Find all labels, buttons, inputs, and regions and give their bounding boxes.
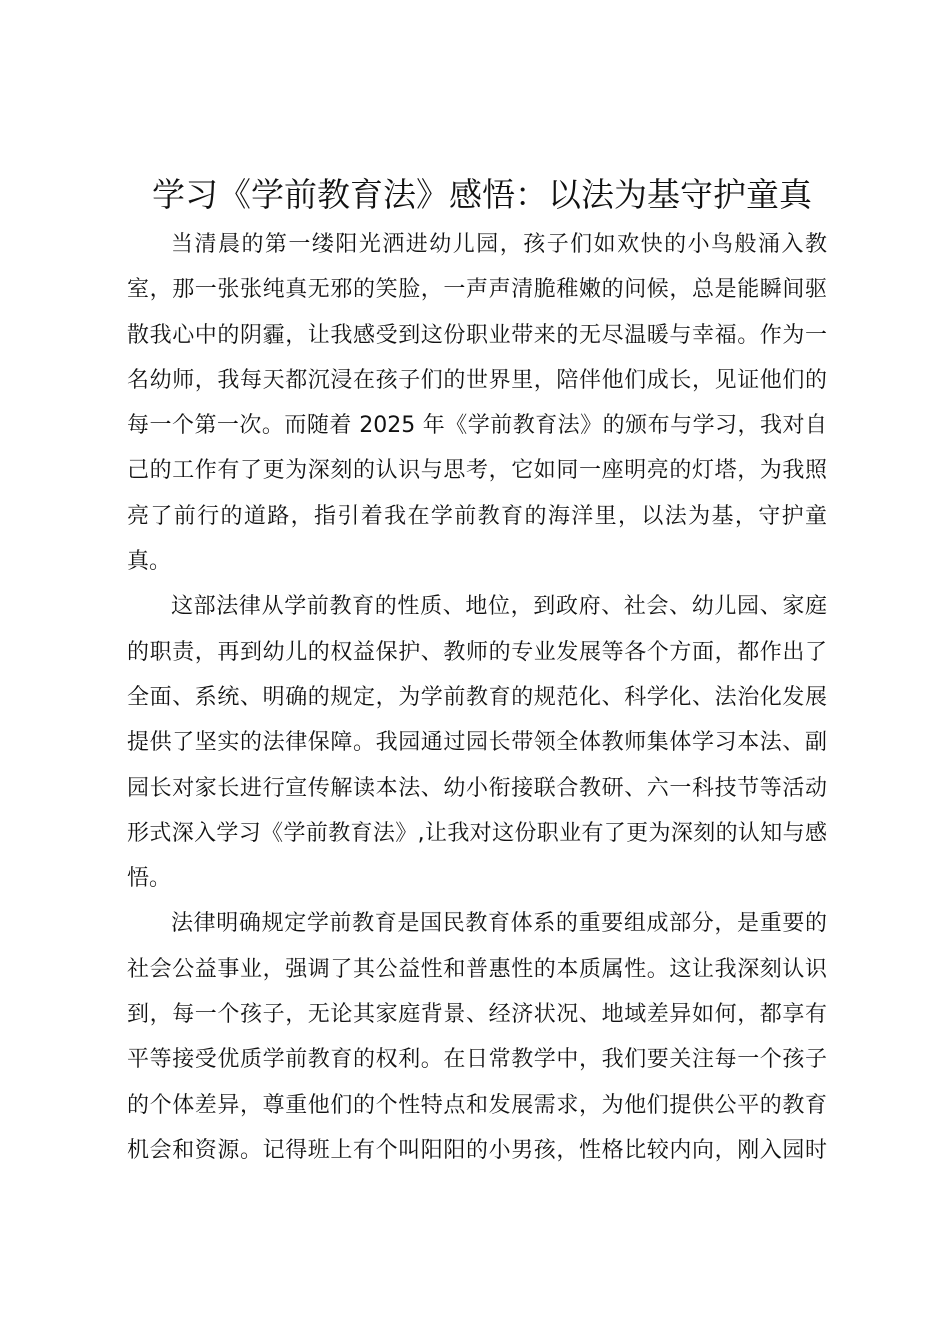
- paragraph-line: 平等接受优质学前教育的权利。在日常教学中，我们要关注每一个孩子: [127, 1047, 827, 1073]
- paragraph-line: 室，那一张张纯真无邪的笑脸，一声声清脆稚嫩的问候，总是能瞬间驱: [127, 277, 827, 303]
- paragraph-line: 亮了前行的道路，指引着我在学前教育的海洋里，以法为基，守护童: [127, 503, 827, 529]
- paragraph-line: 的职责，再到幼儿的权益保护、教师的专业发展等各个方面，都作出了: [127, 639, 827, 665]
- paragraph-line: 形式深入学习《学前教育法》,让我对这份职业有了更为深刻的认知与感: [127, 820, 827, 846]
- paragraph-line: 每一个第一次。而随着 2025 年《学前教育法》的颁布与学习，我对自: [127, 413, 827, 439]
- paragraph-line: 的个体差异，尊重他们的个性特点和发展需求，为他们提供公平的教育: [127, 1092, 827, 1118]
- paragraph-line: 悟。: [127, 866, 172, 892]
- paragraph-line: 当清晨的第一缕阳光洒进幼儿园，孩子们如欢快的小鸟般涌入教: [171, 232, 827, 257]
- paragraph-line: 名幼师，我每天都沉浸在孩子们的世界里，陪伴他们成长，见证他们的: [127, 367, 827, 393]
- document-title: 学习《学前教育法》感悟：以法为基守护童真: [152, 175, 812, 214]
- paragraph-line: 机会和资源。记得班上有个叫阳阳的小男孩，性格比较内向，刚入园时: [127, 1137, 827, 1163]
- paragraph-line: 法律明确规定学前教育是国民教育体系的重要组成部分，是重要的: [171, 911, 827, 937]
- paragraph-line: 散我心中的阴霾，让我感受到这份职业带来的无尽温暖与幸福。作为一: [127, 322, 827, 348]
- paragraph-line: 全面、系统、明确的规定，为学前教育的规范化、科学化、法治化发展: [127, 684, 827, 710]
- paragraph-line: 园长对家长进行宣传解读本法、幼小衔接联合教研、六一科技节等活动: [127, 775, 827, 801]
- paragraph-line: 到，每一个孩子，无论其家庭背景、经济状况、地域差异如何，都享有: [127, 1002, 827, 1028]
- paragraph-line: 这部法律从学前教育的性质、地位，到政府、社会、幼儿园、家庭: [171, 594, 827, 620]
- paragraph-3: [127, 901, 827, 1173]
- document-body: [127, 222, 827, 1173]
- paragraph-line: 真。: [127, 549, 172, 575]
- paragraph-line: 提供了坚实的法律保障。我园通过园长带领全体教师集体学习本法、副: [127, 730, 827, 756]
- paragraph-1: [127, 222, 827, 584]
- paragraph-2: [127, 584, 827, 901]
- paragraph-line: 社会公益事业，强调了其公益性和普惠性的本质属性。这让我深刻认识: [127, 956, 827, 982]
- paragraph-line: 己的工作有了更为深刻的认识与思考，它如同一座明亮的灯塔，为我照: [127, 458, 827, 484]
